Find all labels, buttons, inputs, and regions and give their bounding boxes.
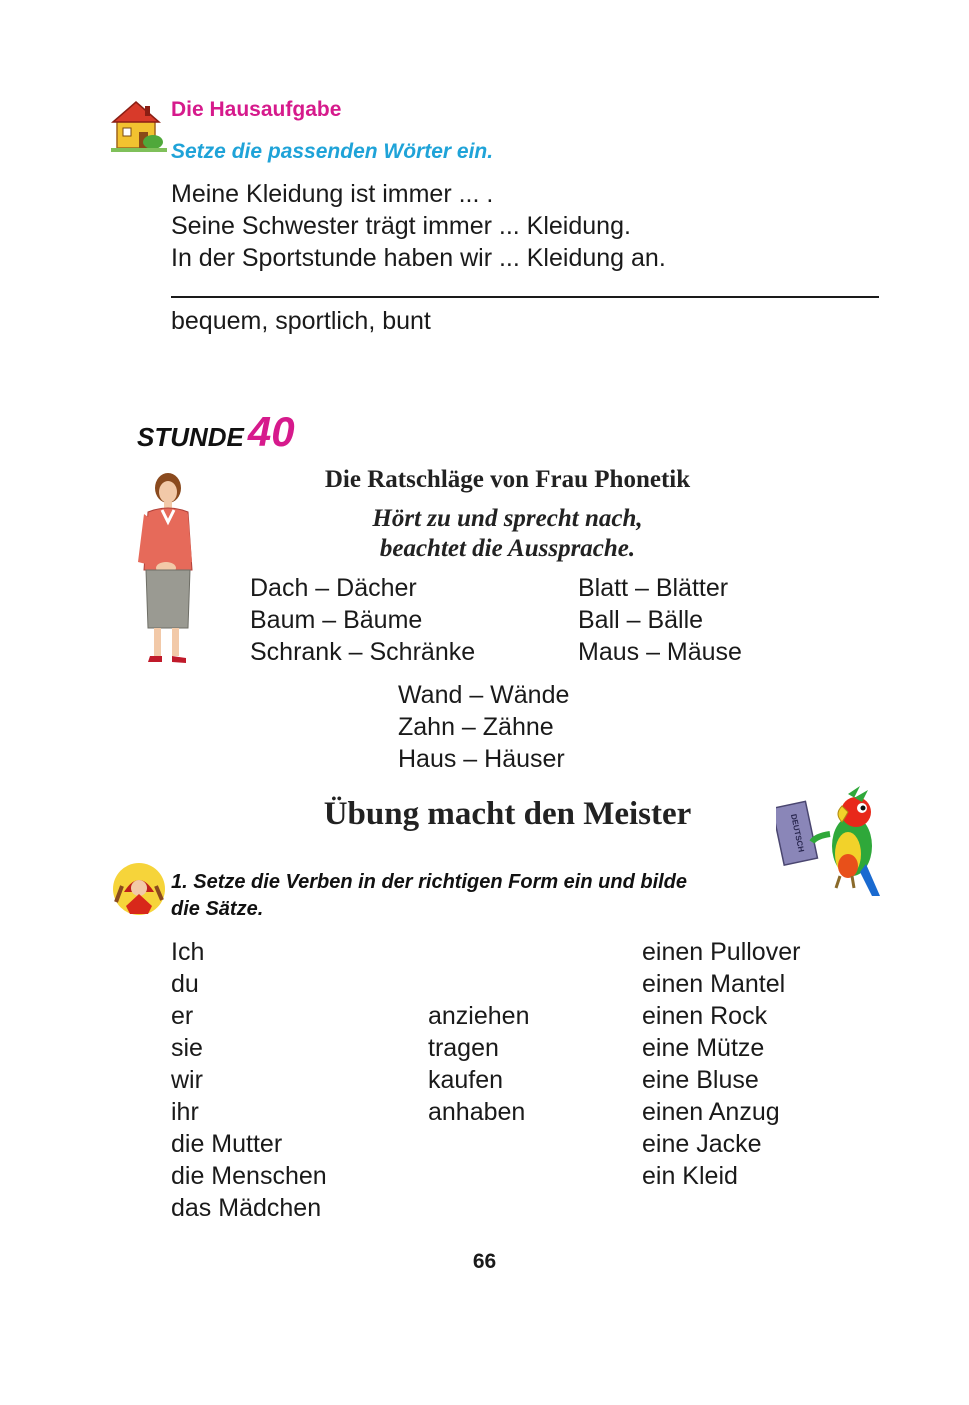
object-item: eine Jacke (642, 1130, 762, 1158)
lesson-heading (137, 408, 295, 456)
page-number: 66 (472, 1250, 497, 1273)
answer-words: bequem, sportlich, bunt (171, 307, 431, 335)
subject-item: die Menschen (171, 1162, 327, 1190)
woman-teacher-illustration (132, 470, 200, 666)
subjects-column (171, 936, 327, 1224)
object-item: einen Rock (642, 1002, 768, 1030)
exercise1-instruction-line2: die Sätze. (171, 898, 264, 920)
subject-item: das Mädchen (171, 1194, 322, 1222)
lesson-number: 40 (247, 408, 295, 455)
object-item: eine Bluse (642, 1066, 759, 1094)
word-pair: Baum – Bäume (250, 606, 423, 634)
practice-heading: Übung macht den Meister (323, 796, 692, 832)
verbs-column (428, 1000, 529, 1128)
subject-item: die Mutter (171, 1130, 283, 1158)
exercise1-instruction-line1: 1. Setze die Verben in der richtigen Form ein und bilde (171, 871, 688, 893)
lesson-label: STUNDE (137, 422, 244, 452)
verb-item: anziehen (428, 1002, 530, 1030)
verb-item: tragen (428, 1034, 499, 1062)
word-pair: Schrank – Schränke (250, 638, 476, 666)
book-label: DEUTSCH (788, 813, 806, 853)
homework-sentence: Meine Kleidung ist immer ... . (171, 180, 494, 208)
word-pair: Zahn – Zähne (398, 713, 554, 741)
subject-item: sie (171, 1034, 203, 1062)
subject-item: du (171, 970, 199, 998)
homework-sentence: In der Sportstunde haben wir ... Kleidung an. (171, 244, 666, 272)
word-pair: Haus – Häuser (398, 745, 565, 773)
object-item: einen Anzug (642, 1098, 780, 1126)
homework-instruction: Setze die passenden Wörter ein. (171, 140, 494, 163)
word-pair: Blatt – Blätter (578, 574, 729, 602)
phonetics-title: Die Ratschläge von Frau Phonetik (324, 466, 691, 493)
subject-item: er (171, 1002, 194, 1030)
homework-sentence: Seine Schwester trägt immer ... Kleidung. (171, 212, 631, 240)
object-item: ein Kleid (642, 1162, 738, 1190)
word-pair: Dach – Dächer (250, 574, 417, 602)
phonetics-instruction-line1: Hört zu und sprecht nach, (372, 505, 643, 532)
word-pair: Ball – Bälle (578, 606, 704, 634)
divider-line (171, 296, 879, 298)
verb-item: kaufen (428, 1066, 504, 1094)
object-item: einen Pullover (642, 938, 801, 966)
phonetics-instruction-line2: beachtet die Aussprache. (379, 535, 636, 562)
verb-item: anhaben (428, 1098, 526, 1126)
subject-item: ihr (171, 1098, 199, 1126)
subject-item: Ich (171, 938, 205, 966)
cartoon-girl-icon (112, 862, 166, 916)
word-pair: Maus – Mäuse (578, 638, 742, 666)
objects-column (642, 936, 800, 1192)
exercise1-instruction (171, 869, 801, 923)
house-icon (111, 98, 167, 154)
subject-item: wir (171, 1066, 203, 1094)
object-item: eine Mütze (642, 1034, 765, 1062)
homework-title: Die Hausaufgabe (171, 98, 342, 121)
word-pair: Wand – Wände (398, 681, 570, 709)
object-item: einen Mantel (642, 970, 786, 998)
